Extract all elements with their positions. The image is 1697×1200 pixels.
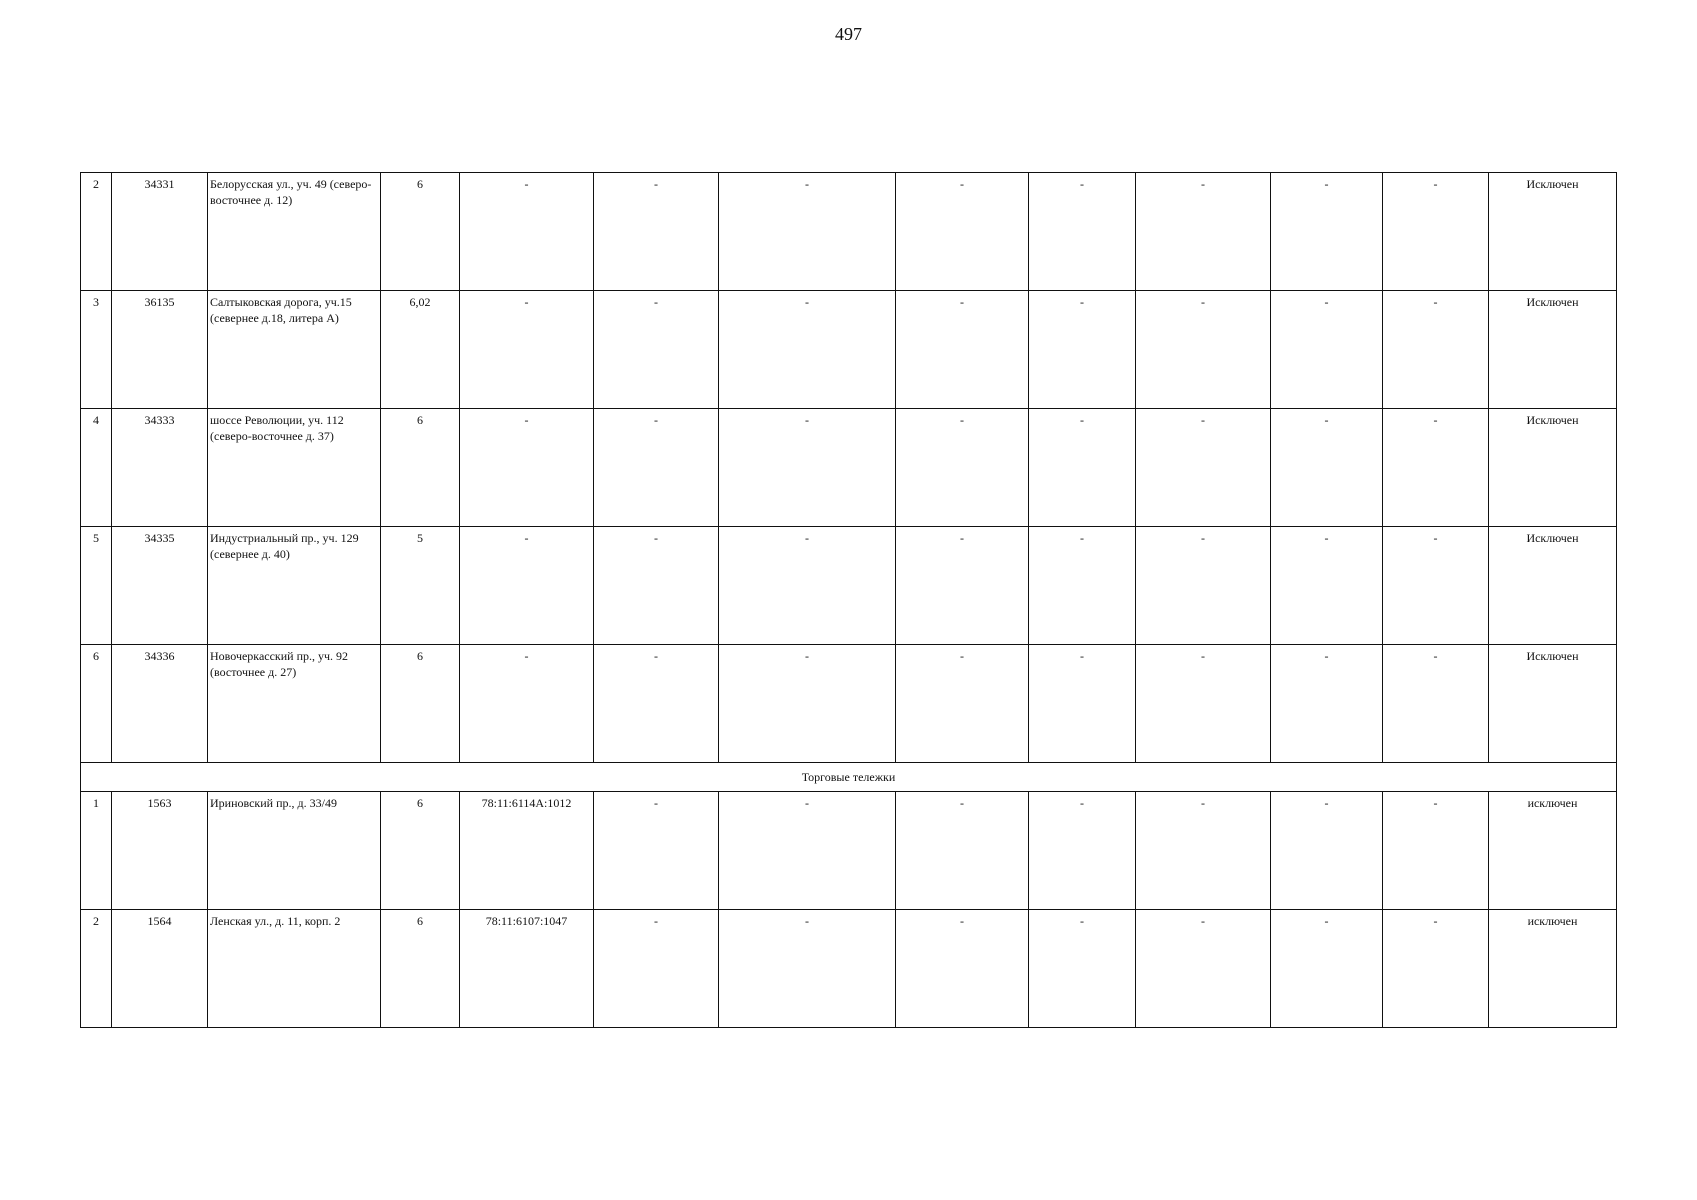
value-cell: -	[1029, 527, 1136, 645]
value-cell: -	[1136, 910, 1271, 1028]
value-cell: -	[1383, 409, 1489, 527]
value-cell: -	[1136, 645, 1271, 763]
address-cell: Ленская ул., д. 11, корп. 2	[208, 910, 381, 1028]
table-row	[81, 409, 1617, 527]
status-cell: исключен	[1489, 910, 1617, 1028]
value-cell: -	[1029, 409, 1136, 527]
value-cell: -	[594, 645, 719, 763]
value-cell: -	[896, 409, 1029, 527]
value-cell: -	[719, 645, 896, 763]
value-cell: -	[594, 527, 719, 645]
value-cell: -	[1029, 645, 1136, 763]
value-cell: -	[719, 910, 896, 1028]
address-cell: Индустриальный пр., уч. 129 (севернее д. 40)	[208, 527, 381, 645]
area-cell: 5	[381, 527, 460, 645]
row-number-cell: 6	[81, 645, 112, 763]
value-cell: -	[1271, 910, 1383, 1028]
area-cell: 6	[381, 173, 460, 291]
cadastral-number-cell: 78:11:6114А:1012	[460, 792, 594, 910]
cadastral-number-cell: -	[460, 409, 594, 527]
address-cell: Белорусская ул., уч. 49 (северо-восточнее д. 12)	[208, 173, 381, 291]
address-cell: Новочеркасский пр., уч. 92 (восточнее д. 27)	[208, 645, 381, 763]
object-id-cell: 34335	[112, 527, 208, 645]
object-id-cell: 34336	[112, 645, 208, 763]
row-number-cell: 3	[81, 291, 112, 409]
value-cell: -	[719, 792, 896, 910]
value-cell: -	[594, 792, 719, 910]
value-cell: -	[896, 527, 1029, 645]
registry-table	[80, 172, 1617, 1028]
area-cell: 6	[381, 645, 460, 763]
row-number-cell: 1	[81, 792, 112, 910]
object-id-cell: 1563	[112, 792, 208, 910]
value-cell: -	[1029, 792, 1136, 910]
table-row	[81, 645, 1617, 763]
section-header-row	[81, 763, 1617, 792]
cadastral-number-cell: 78:11:6107:1047	[460, 910, 594, 1028]
row-number-cell: 2	[81, 910, 112, 1028]
area-cell: 6	[381, 409, 460, 527]
value-cell: -	[1383, 527, 1489, 645]
value-cell: -	[896, 291, 1029, 409]
value-cell: -	[896, 792, 1029, 910]
table-row	[81, 792, 1617, 910]
area-cell: 6	[381, 792, 460, 910]
section-title: Торговые тележки	[81, 763, 1617, 792]
value-cell: -	[1136, 527, 1271, 645]
value-cell: -	[1271, 645, 1383, 763]
value-cell: -	[1271, 291, 1383, 409]
row-number-cell: 2	[81, 173, 112, 291]
value-cell: -	[1136, 291, 1271, 409]
status-cell: Исключен	[1489, 527, 1617, 645]
status-cell: Исключен	[1489, 409, 1617, 527]
value-cell: -	[719, 409, 896, 527]
value-cell: -	[1136, 173, 1271, 291]
value-cell: -	[1383, 792, 1489, 910]
value-cell: -	[594, 409, 719, 527]
status-cell: Исключен	[1489, 173, 1617, 291]
value-cell: -	[1136, 409, 1271, 527]
row-number-cell: 4	[81, 409, 112, 527]
table-row	[81, 910, 1617, 1028]
value-cell: -	[1029, 910, 1136, 1028]
value-cell: -	[719, 291, 896, 409]
object-id-cell: 34331	[112, 173, 208, 291]
value-cell: -	[594, 291, 719, 409]
page-number: 497	[835, 24, 862, 44]
status-cell: Исключен	[1489, 645, 1617, 763]
cadastral-number-cell: -	[460, 527, 594, 645]
cadastral-number-cell: -	[460, 173, 594, 291]
value-cell: -	[896, 645, 1029, 763]
status-cell: Исключен	[1489, 291, 1617, 409]
value-cell: -	[1271, 527, 1383, 645]
value-cell: -	[594, 173, 719, 291]
value-cell: -	[1029, 173, 1136, 291]
value-cell: -	[896, 910, 1029, 1028]
value-cell: -	[1383, 291, 1489, 409]
object-id-cell: 36135	[112, 291, 208, 409]
value-cell: -	[1271, 792, 1383, 910]
value-cell: -	[719, 527, 896, 645]
status-cell: исключен	[1489, 792, 1617, 910]
address-cell: Салтыковская дорога, уч.15 (севернее д.18, литера А)	[208, 291, 381, 409]
value-cell: -	[719, 173, 896, 291]
value-cell: -	[896, 173, 1029, 291]
table-row	[81, 173, 1617, 291]
table-row	[81, 527, 1617, 645]
value-cell: -	[1383, 173, 1489, 291]
address-cell: шоссе Революции, уч. 112 (северо-восточнее д. 37)	[208, 409, 381, 527]
address-cell: Ириновский пр., д. 33/49	[208, 792, 381, 910]
value-cell: -	[1383, 910, 1489, 1028]
row-number-cell: 5	[81, 527, 112, 645]
object-id-cell: 34333	[112, 409, 208, 527]
value-cell: -	[1136, 792, 1271, 910]
cadastral-number-cell: -	[460, 291, 594, 409]
object-id-cell: 1564	[112, 910, 208, 1028]
value-cell: -	[594, 910, 719, 1028]
area-cell: 6	[381, 910, 460, 1028]
area-cell: 6,02	[381, 291, 460, 409]
value-cell: -	[1383, 645, 1489, 763]
value-cell: -	[1271, 409, 1383, 527]
value-cell: -	[1029, 291, 1136, 409]
value-cell: -	[1271, 173, 1383, 291]
cadastral-number-cell: -	[460, 645, 594, 763]
table-row	[81, 291, 1617, 409]
